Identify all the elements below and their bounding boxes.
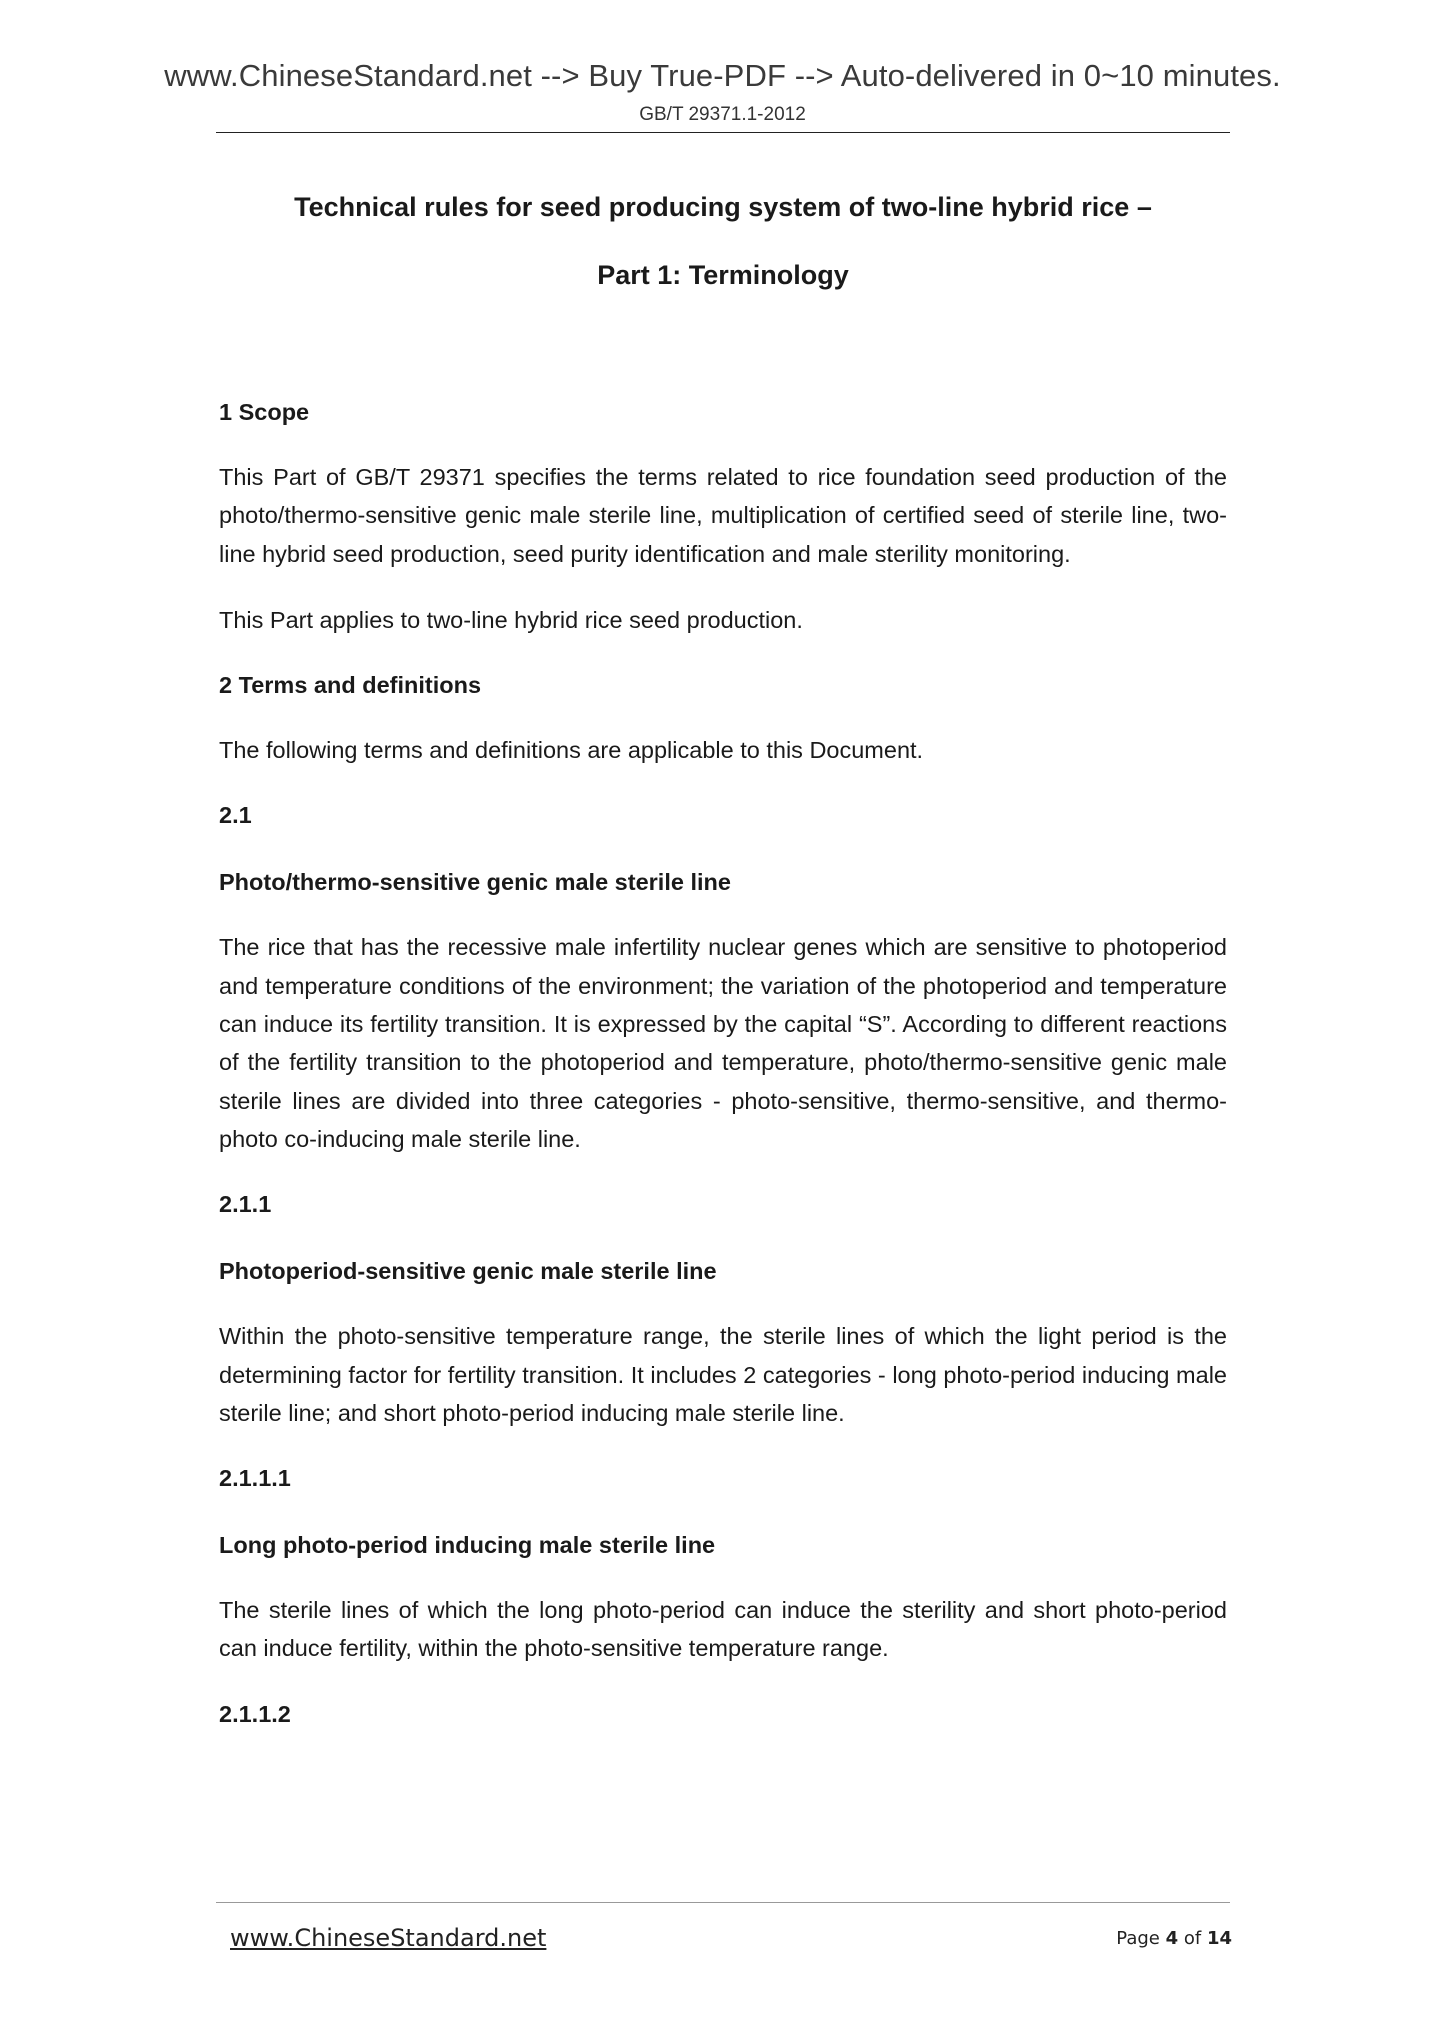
page-indicator xyxy=(1116,1928,1232,1949)
standard-number: GB/T 29371.1-2012 xyxy=(639,104,806,125)
clause-number: 2.1.1.1 xyxy=(219,1465,291,1492)
clause-number: 2.1 xyxy=(219,802,252,829)
term-definition: The rice that has the recessive male infertility nuclear genes which are sensitive to photoperiod and temperature conditions of the environment; the variation of the photoperiod and temperature can induce its fertility transition. It is expressed by the capital “S”. According to different reactions of the fertility transition to the photoperiod and temperature, photo/thermo-sensitive genic male sterile lines are divided into three categories - photo-sensitive, thermo-sensitive, and thermo-photo co-inducing male sterile line. xyxy=(219,934,1227,1152)
page-total: 14 xyxy=(1206,1928,1232,1949)
paragraph: The following terms and definitions are applicable to this Document. xyxy=(219,737,924,764)
paragraph: This Part of GB/T 29371 specifies the terms related to rice foundation seed production of the photo/thermo-sensitive genic male sterile line, multiplication of certified seed of sterile line, two-line hybrid seed production, seed purity identification and male sterility monitoring. xyxy=(219,464,1227,567)
document-body xyxy=(219,396,1227,1730)
document-title: Technical rules for seed producing system of two-line hybrid rice – xyxy=(294,192,1152,222)
term-heading: Long photo-period inducing male sterile line xyxy=(219,1532,716,1559)
footer-website-link[interactable]: www.ChineseStandard.net xyxy=(230,1924,547,1952)
header-banner: www.ChineseStandard.net --> Buy True-PDF --> Auto-delivered in 0~10 minutes. xyxy=(164,58,1281,93)
section-heading: 2 Terms and definitions xyxy=(219,672,482,699)
clause-number: 2.1.1.2 xyxy=(219,1700,291,1727)
clause-number: 2.1.1 xyxy=(219,1191,272,1218)
section-heading: 1 Scope xyxy=(219,399,310,425)
term-heading: Photoperiod-sensitive genic male sterile line xyxy=(219,1258,717,1285)
term-definition: The sterile lines of which the long photo-period can induce the sterility and short photo-period can induce fertility, within the photo-sensitive temperature range. xyxy=(219,1597,1227,1662)
term-heading: Photo/thermo-sensitive genic male sterile line xyxy=(219,869,731,896)
paragraph: This Part applies to two-line hybrid rice seed production. xyxy=(219,606,803,633)
page-label: Page xyxy=(1116,1928,1166,1949)
page-of-label: of xyxy=(1178,1928,1207,1949)
term-definition: Within the photo-sensitive temperature range, the sterile lines of which the light period is the determining factor for fertility transition. It includes 2 categories - long photo-period inducing male sterile line; and short photo-period inducing male sterile line. xyxy=(219,1323,1227,1426)
page-current: 4 xyxy=(1165,1928,1179,1949)
footer-divider xyxy=(216,1902,1230,1903)
document-subtitle: Part 1: Terminology xyxy=(597,260,849,290)
header-divider xyxy=(216,132,1230,133)
